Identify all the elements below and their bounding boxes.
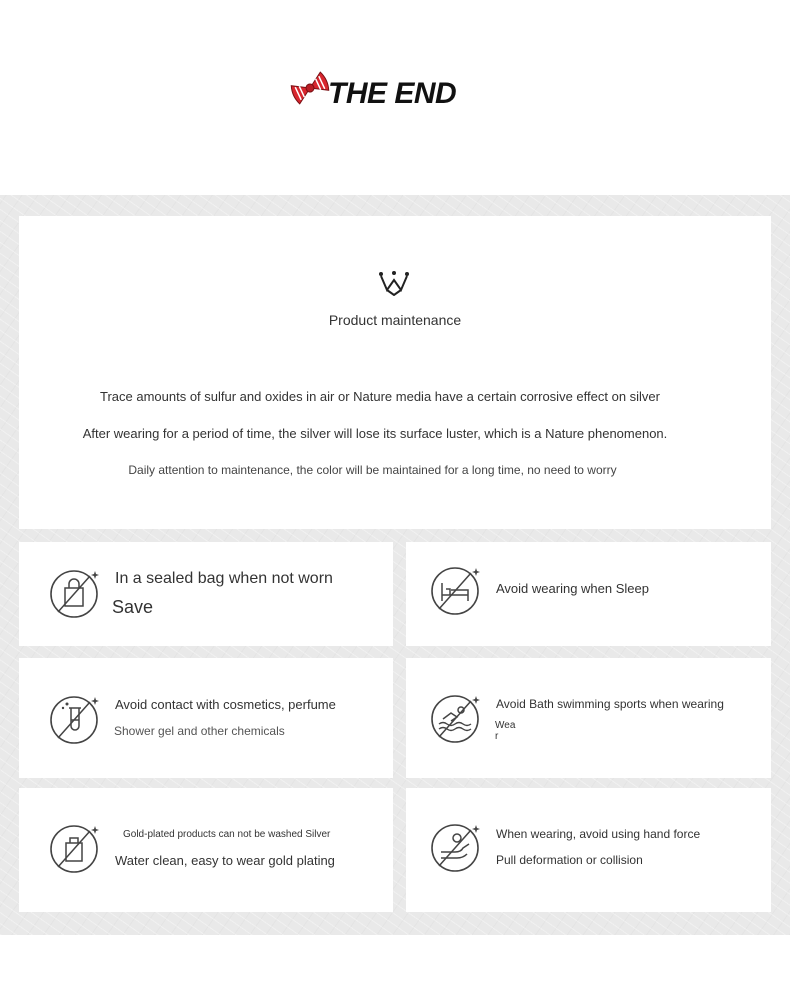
maintenance-card xyxy=(19,216,771,529)
sleep-bed-icon xyxy=(431,565,483,617)
the-end-text: THE END xyxy=(328,77,457,110)
swimming-icon xyxy=(431,693,483,745)
cosmetics-test-tube-icon xyxy=(50,694,102,746)
crown-icon xyxy=(376,266,412,296)
tip-text: Wea xyxy=(495,720,516,731)
the-end-logo xyxy=(288,60,456,116)
tip-text: Water clean, easy to wear gold plating xyxy=(115,853,335,868)
maintenance-text-line: After wearing for a period of time, the silver will lose its surface luster, which is a Nature phenomenon. xyxy=(82,426,668,441)
maintenance-text-line: Daily attention to maintenance, the color will be maintained for a long time, no need to worry xyxy=(128,463,617,477)
tip-text: Gold-plated products can not be washed Silver xyxy=(123,829,331,840)
maintenance-text-line: Trace amounts of sulfur and oxides in air or Nature media have a certain corrosive effect on silver xyxy=(100,389,660,404)
tip-text: When wearing, avoid using hand force xyxy=(496,827,701,841)
tip-text: Avoid Bath swimming sports when wearing xyxy=(496,697,724,711)
washing-bottle-icon xyxy=(50,823,102,875)
tip-text: Shower gel and other chemicals xyxy=(114,724,285,738)
tip-text: Save xyxy=(112,597,154,617)
top-banner xyxy=(0,0,790,195)
tip-text: r xyxy=(495,731,499,742)
page-title: Product maintenance xyxy=(328,312,462,328)
bow-icon xyxy=(288,66,332,110)
tip-text: Avoid contact with cosmetics, perfume xyxy=(115,697,336,712)
sealed-bag-icon xyxy=(50,568,102,620)
hand-force-icon xyxy=(431,822,483,874)
tip-text: Pull deformation or collision xyxy=(496,853,643,867)
tip-text: In a sealed bag when not worn xyxy=(115,570,333,587)
tip-text: Avoid wearing when Sleep xyxy=(496,581,649,596)
